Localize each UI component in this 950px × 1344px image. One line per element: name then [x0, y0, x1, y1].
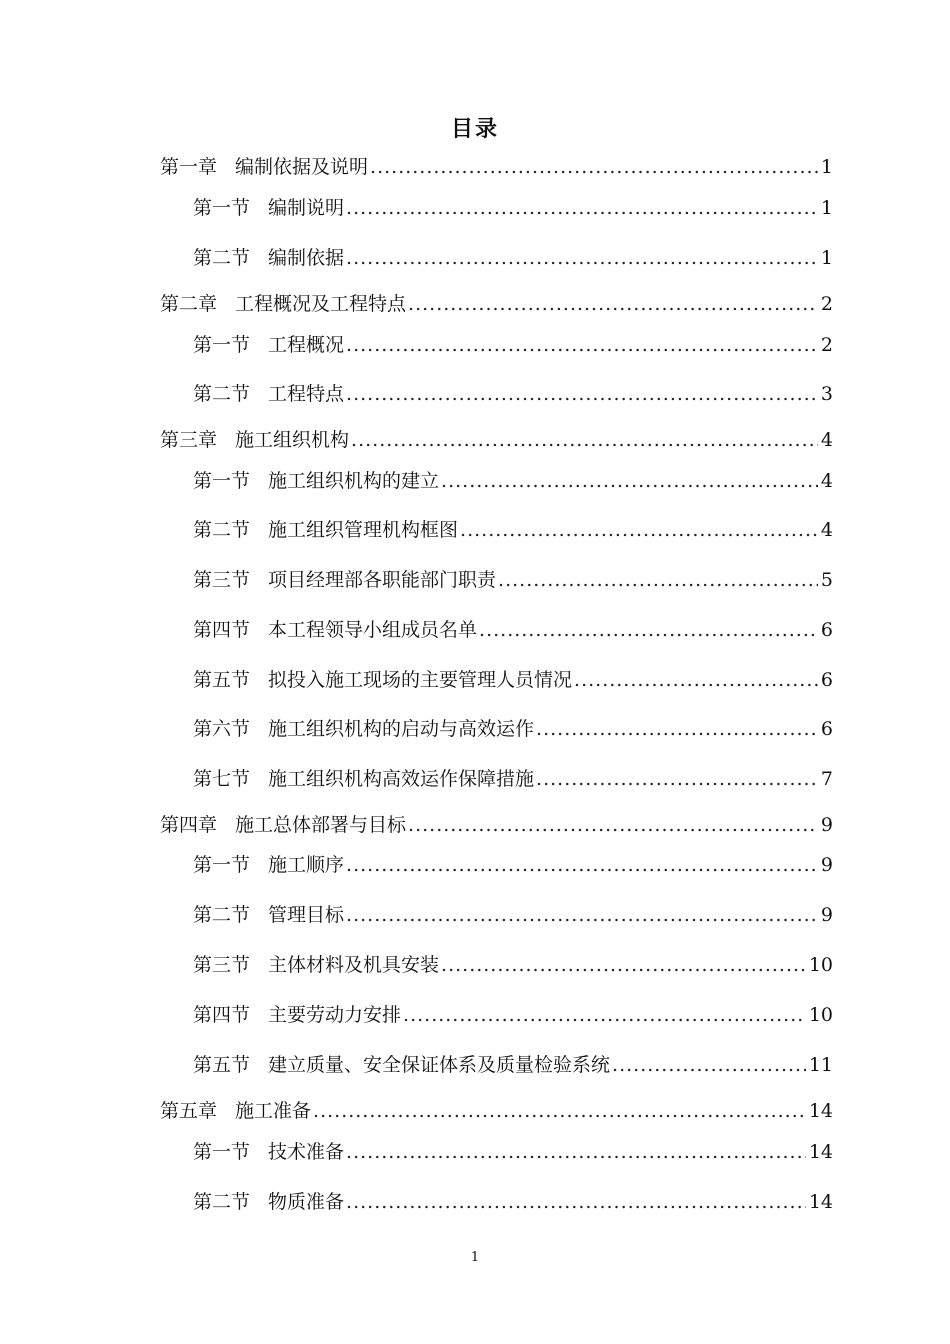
toc-section-entry[interactable] [193, 466, 833, 496]
entry-text: 编制依据及说明 [235, 156, 369, 178]
entry-page-number: 6 [820, 619, 833, 641]
entry-page-number: 10 [808, 1004, 833, 1026]
entry-text: 编制依据 [268, 247, 345, 269]
entry-number: 第三节 [193, 569, 251, 591]
entry-text: 编制说明 [268, 197, 345, 219]
entry-page-number: 1 [820, 247, 833, 269]
entry-page-number: 2 [820, 293, 833, 315]
toc-section-entry[interactable] [193, 243, 833, 273]
entry-text: 主体材料及机具安装 [268, 954, 440, 976]
dot-leader [536, 714, 818, 744]
dot-leader [403, 1000, 806, 1030]
entry-number: 第二节 [193, 519, 251, 541]
entry-text: 施工组织机构高效运作保障措施 [268, 768, 535, 790]
entry-page-number: 4 [820, 429, 833, 451]
toc-section-entry[interactable] [193, 665, 833, 695]
entry-number: 第四节 [193, 619, 251, 641]
entry-text: 施工顺序 [268, 854, 345, 876]
entry-text: 工程概况 [268, 334, 345, 356]
entry-number: 第五章 [160, 1100, 218, 1122]
toc-chapter-entry[interactable] [160, 1096, 833, 1126]
entry-page-number: 14 [808, 1141, 833, 1163]
dot-leader [536, 764, 818, 794]
dot-leader [370, 152, 818, 182]
toc-section-entry[interactable] [193, 950, 833, 980]
entry-number: 第四章 [160, 814, 218, 836]
entry-text: 技术准备 [268, 1141, 345, 1163]
entry-text: 工程概况及工程特点 [235, 293, 407, 315]
entry-number: 第四节 [193, 1004, 251, 1026]
dot-leader [346, 1187, 806, 1217]
entry-number: 第二节 [193, 247, 251, 269]
dot-leader [346, 379, 818, 409]
entry-text: 施工准备 [235, 1100, 312, 1122]
entry-text: 主要劳动力安排 [268, 1004, 402, 1026]
dot-leader [408, 810, 818, 840]
entry-page-number: 3 [820, 383, 833, 405]
toc-section-entry[interactable] [193, 1050, 833, 1080]
entry-page-number: 10 [808, 954, 833, 976]
dot-leader [441, 950, 806, 980]
entry-text: 物质准备 [268, 1191, 345, 1213]
toc-section-entry[interactable] [193, 615, 833, 645]
entry-page-number: 1 [820, 197, 833, 219]
dot-leader [460, 515, 818, 545]
dot-leader [346, 243, 818, 273]
entry-number: 第一节 [193, 197, 251, 219]
dot-leader [351, 425, 818, 455]
entry-page-number: 11 [808, 1054, 833, 1076]
entry-number: 第一节 [193, 334, 251, 356]
entry-number: 第二节 [193, 904, 251, 926]
toc-section-entry[interactable] [193, 379, 833, 409]
dot-leader [498, 565, 818, 595]
dot-leader [346, 193, 818, 223]
entry-page-number: 6 [820, 718, 833, 740]
toc-section-entry[interactable] [193, 515, 833, 545]
entry-text: 工程特点 [268, 383, 345, 405]
toc-chapter-entry[interactable] [160, 425, 833, 455]
dot-leader [313, 1096, 806, 1126]
entry-text: 施工组织机构 [235, 429, 350, 451]
entry-number: 第一节 [193, 854, 251, 876]
entry-text: 本工程领导小组成员名单 [268, 619, 478, 641]
entry-number: 第七节 [193, 768, 251, 790]
entry-text: 施工总体部署与目标 [235, 814, 407, 836]
toc-section-entry[interactable] [193, 764, 833, 794]
entry-page-number: 6 [820, 669, 833, 691]
entry-page-number: 9 [820, 904, 833, 926]
toc-chapter-entry[interactable] [160, 289, 833, 319]
toc-chapter-entry[interactable] [160, 152, 833, 182]
page-number-footer: 1 [470, 1250, 480, 1265]
toc-section-entry[interactable] [193, 714, 833, 744]
entry-number: 第二节 [193, 383, 251, 405]
entry-page-number: 9 [820, 854, 833, 876]
toc-section-entry[interactable] [193, 850, 833, 880]
toc-section-entry[interactable] [193, 565, 833, 595]
toc-section-entry[interactable] [193, 330, 833, 360]
dot-leader [408, 289, 818, 319]
entry-number: 第六节 [193, 718, 251, 740]
toc-section-entry[interactable] [193, 193, 833, 223]
toc-section-entry[interactable] [193, 1000, 833, 1030]
entry-number: 第五节 [193, 669, 251, 691]
entry-page-number: 4 [820, 519, 833, 541]
dot-leader [574, 665, 818, 695]
entry-text: 项目经理部各职能部门职责 [268, 569, 497, 591]
dot-leader [346, 850, 818, 880]
entry-text: 管理目标 [268, 904, 345, 926]
toc-section-entry[interactable] [193, 1137, 833, 1167]
entry-page-number: 1 [820, 156, 833, 178]
entry-number: 第三章 [160, 429, 218, 451]
entry-text: 施工组织机构的启动与高效运作 [268, 718, 535, 740]
entry-page-number: 9 [820, 814, 833, 836]
entry-page-number: 14 [808, 1191, 833, 1213]
entry-text: 拟投入施工现场的主要管理人员情况 [268, 669, 573, 691]
entry-text: 建立质量、安全保证体系及质量检验系统 [268, 1054, 611, 1076]
entry-page-number: 5 [820, 569, 833, 591]
dot-leader [346, 900, 818, 930]
page-title: 目录 [450, 117, 499, 142]
entry-number: 第三节 [193, 954, 251, 976]
entry-number: 第二章 [160, 293, 218, 315]
toc-chapter-entry[interactable] [160, 810, 833, 840]
entry-number: 第一章 [160, 156, 218, 178]
entry-number: 第一节 [193, 470, 251, 492]
dot-leader [479, 615, 818, 645]
toc-section-entry[interactable] [193, 900, 833, 930]
toc-section-entry[interactable] [193, 1187, 833, 1217]
entry-number: 第二节 [193, 1191, 251, 1213]
entry-page-number: 14 [808, 1100, 833, 1122]
entry-page-number: 4 [820, 470, 833, 492]
entry-page-number: 2 [820, 334, 833, 356]
dot-leader [441, 466, 818, 496]
dot-leader [612, 1050, 806, 1080]
entry-text: 施工组织管理机构框图 [268, 519, 459, 541]
entry-page-number: 7 [820, 768, 833, 790]
dot-leader [346, 1137, 806, 1167]
entry-number: 第一节 [193, 1141, 251, 1163]
entry-text: 施工组织机构的建立 [268, 470, 440, 492]
entry-number: 第五节 [193, 1054, 251, 1076]
dot-leader [346, 330, 818, 360]
